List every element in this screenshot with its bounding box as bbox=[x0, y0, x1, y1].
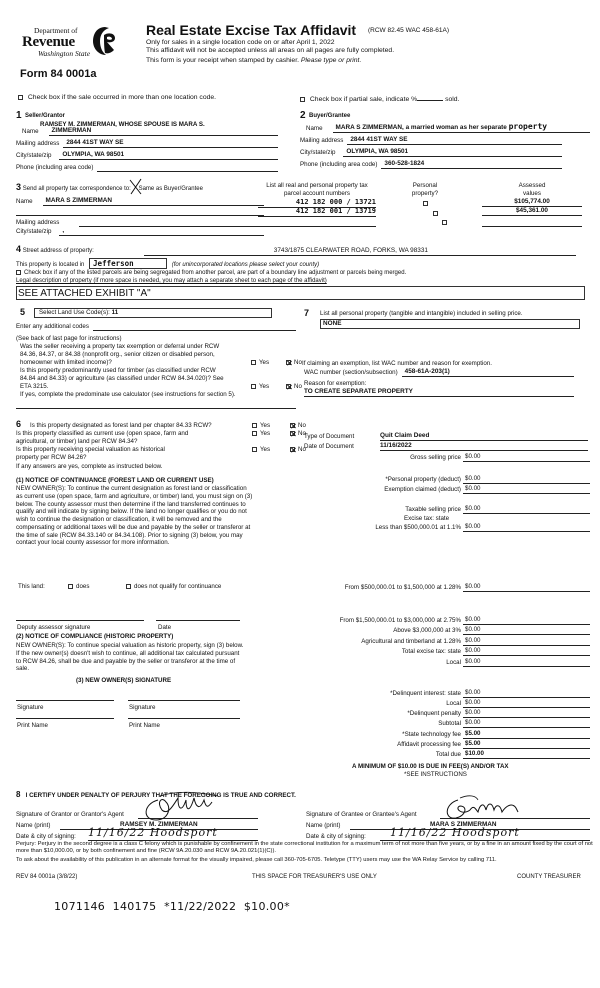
subtotal-label: Subtotal bbox=[438, 720, 461, 728]
section-4-number: 4 bbox=[16, 244, 22, 254]
q2-yes-checkbox[interactable] bbox=[251, 384, 256, 389]
gross-selling-field[interactable]: $0.00 bbox=[463, 453, 590, 462]
street-address-value: 3743/1875 CLEARWATER ROAD, FORKS, WA 98331 bbox=[273, 246, 428, 254]
perjury-text: Perjury: Perjury in the second degree is a class C felony which is punishable by confinement in the state correctional institution for a maximum term of not more than five years, or by a fine in an amount fixed by the court of not more than $10,000.00, or by both confinement and fine (RCW 9A.20.030 and RCW 9A.20.021(1)(C)). bbox=[16, 841, 593, 855]
does-not-label: does not qualify for continuance bbox=[134, 583, 222, 590]
tier4-row bbox=[300, 625, 590, 635]
seller-section bbox=[16, 110, 278, 180]
buyer-city-label: City/state/zip bbox=[300, 149, 336, 157]
parcel-number-field[interactable]: 412 182 001 / 13719 bbox=[258, 207, 376, 217]
doc-date-label: Date of Document bbox=[304, 443, 354, 450]
notice1-body: NEW OWNER(S): To continue the current designation as forest land or classification as current use (open space, farm and agriculture, or timber) land, you must sign on (3) below. The county assessor must then determine if the land transferred continues to qualify and will indicate by signing below. If the land no longer qualifies or you do not wish to continue the designation or classification, it will be removed and the compensating or additional taxes will be due and payable by the seller or transferor at the time of sale (RCW 84.33.140 or 84.34.108). Prior to signing (3) below, you may contact your local county assessor for more information. bbox=[16, 485, 253, 547]
tier4-field[interactable]: $0.00 bbox=[463, 626, 590, 635]
land-use-section bbox=[16, 307, 302, 417]
subtitle-1: Only for sales in a single location code on or after April 1, 2022 bbox=[146, 39, 335, 46]
multi-location-checkbox[interactable] bbox=[18, 95, 23, 100]
accessibility-notice: To ask about the availability of this publication in an alternate format for the visually impaired, please call 360-705-6705. Teletype (TTY) users may use the WA Relay Service by calling 711. bbox=[16, 857, 497, 863]
seller-city-label: City/state/zip bbox=[16, 152, 52, 160]
s6-q1-yes[interactable] bbox=[252, 422, 270, 430]
land-use-q1: Was the seller receiving a property tax exemption or deferral under RCW 84.36, 84.37, or 84.38 (nonprofit org., senior citizen or disabled person, homeowner with limited income)? bbox=[20, 343, 220, 366]
additional-codes-field[interactable] bbox=[93, 323, 296, 331]
reason-label: Reason for exemption: bbox=[304, 380, 367, 387]
gross-selling-label: Gross selling price bbox=[410, 454, 461, 462]
section-2-number: 2 bbox=[300, 110, 306, 121]
buyer-phone-field[interactable]: 360-528-1824 bbox=[381, 161, 562, 169]
section-5-divider bbox=[16, 408, 296, 409]
subtitle-3-italic: Please type or print. bbox=[300, 57, 362, 64]
yes-label: Yes bbox=[259, 383, 270, 390]
s6-note: If any answers are yes, complete as instructed below. bbox=[16, 463, 163, 470]
does-not-checkbox[interactable] bbox=[126, 584, 131, 589]
delinq-penalty-label: *Delinquent penalty bbox=[407, 710, 461, 718]
notice3-title: (3) NEW OWNER(S) SIGNATURE bbox=[76, 677, 172, 684]
total-state-field[interactable]: $0.00 bbox=[463, 647, 590, 656]
local-row bbox=[300, 657, 590, 667]
form-title-ref: (RCW 82.45 WAC 458-61A) bbox=[368, 27, 450, 34]
treasurer-space: THIS SPACE FOR TREASURER'S USE ONLY bbox=[252, 874, 377, 880]
new-owner-signature-1[interactable] bbox=[16, 700, 114, 701]
parcel-number-field[interactable] bbox=[258, 218, 376, 227]
s6-q3: Is this property receiving special valuation as historical property per RCW 84.26? bbox=[16, 446, 165, 461]
assessed-value-field[interactable]: $45,361.00 bbox=[482, 207, 582, 216]
q2-no[interactable] bbox=[286, 383, 302, 391]
personal-property-section bbox=[300, 308, 590, 338]
wac-number-field[interactable]: 458-61A-203(1) bbox=[402, 369, 574, 377]
section-3-number: 3 bbox=[16, 182, 22, 192]
personal-property-field[interactable]: NONE bbox=[320, 319, 580, 329]
dor-logo-icon bbox=[91, 26, 119, 56]
additional-codes-label: Enter any additional codes bbox=[16, 323, 89, 331]
s6-q2-yes-checkbox[interactable] bbox=[252, 431, 257, 436]
grantee-signature-icon bbox=[440, 794, 530, 824]
grantee-name-field[interactable]: MARA S ZIMMERMAN bbox=[350, 821, 590, 830]
located-note: (for unincorporated locations please select your county) bbox=[171, 262, 320, 268]
perjury-notice bbox=[16, 841, 594, 855]
does-not-qualify-check[interactable] bbox=[126, 583, 221, 591]
exemption-section bbox=[302, 360, 587, 400]
q2-yes[interactable] bbox=[251, 383, 269, 391]
buyer-name-value: MARA S ZIMMERMAN, a married woman as her separate bbox=[335, 124, 507, 131]
parcel-table bbox=[258, 182, 598, 242]
agri-row bbox=[300, 636, 590, 646]
no-label: No bbox=[294, 383, 302, 390]
subtitle-3 bbox=[146, 57, 361, 65]
partial-sale-label: Check box if partial sale, indicate % bbox=[309, 96, 418, 103]
total-due-row bbox=[300, 749, 590, 759]
section-8-number: 8 bbox=[16, 790, 21, 799]
buyer-heading: Buyer/Grantee bbox=[309, 113, 351, 119]
delinq-state-row bbox=[300, 688, 590, 698]
doc-date-field[interactable]: 11/16/2022 bbox=[380, 442, 588, 451]
reason-field[interactable]: TO CREATE SEPARATE PROPERTY bbox=[304, 388, 574, 397]
s6-q3-no-checkbox[interactable] bbox=[290, 447, 295, 452]
rev-number: REV 84 0001a (3/8/22) bbox=[16, 874, 78, 880]
agency-line1: Department of bbox=[34, 26, 78, 35]
corr-mailing-label: Mailing address bbox=[16, 219, 60, 227]
parcel-heading-1: List all real and personal property tax bbox=[266, 182, 368, 189]
same-as-buyer-check[interactable] bbox=[133, 185, 203, 194]
multi-location-label: Check box if the sale occurred in more than one location code. bbox=[27, 94, 217, 101]
yes-label: Yes bbox=[260, 430, 271, 437]
buyer-phone-label: Phone (including area code) bbox=[300, 161, 378, 169]
no-label: No bbox=[298, 430, 306, 437]
grantor-name-label: Name (print) bbox=[16, 822, 51, 829]
processing-fee-label: Affidavit processing fee bbox=[397, 741, 461, 749]
seller-phone-field[interactable] bbox=[97, 164, 278, 172]
taxable-label: Taxable selling price bbox=[405, 506, 461, 514]
q1-no-checkbox[interactable] bbox=[286, 360, 291, 365]
located-label: This property is located in bbox=[16, 262, 85, 268]
partial-sale-suffix: sold. bbox=[445, 96, 460, 103]
personal-deduct-label: *Personal property (deduct) bbox=[385, 476, 461, 484]
total-due-label: Total due bbox=[435, 751, 461, 759]
delinq-local-field[interactable]: $0.00 bbox=[463, 699, 590, 708]
total-due-field[interactable]: $10.00 bbox=[463, 750, 590, 759]
section-6 bbox=[16, 420, 306, 590]
subtotal-field[interactable]: $0.00 bbox=[463, 719, 590, 728]
partial-sale-percent-field[interactable] bbox=[417, 94, 443, 101]
see-back-note: (See back of last page for instructions) bbox=[16, 335, 122, 342]
delinq-state-label: *Delinquent interest: state bbox=[390, 690, 461, 698]
signature-label-2: Signature bbox=[129, 704, 156, 711]
does-checkbox[interactable] bbox=[68, 584, 73, 589]
agency-line3: Washington State bbox=[38, 49, 91, 58]
tier2-label: From $500,000.01 to $1,500,000 at 1.28% bbox=[344, 584, 461, 592]
section-6-number: 6 bbox=[16, 419, 22, 429]
deputy-sig-label: Deputy assessor signature bbox=[17, 624, 91, 631]
total-state-row bbox=[300, 646, 590, 656]
form-number: Form 84 0001a bbox=[20, 68, 97, 80]
grantor-name-field[interactable]: RAMSEY M. ZIMMERMAN bbox=[60, 821, 258, 830]
seller-heading: Seller/Grantor bbox=[25, 113, 66, 119]
grantee-name-label: Name (print) bbox=[306, 822, 341, 829]
buyer-name-field[interactable] bbox=[333, 122, 590, 133]
gross-selling-row bbox=[300, 452, 590, 462]
correspondence-heading: Send all property tax correspondence to: bbox=[22, 186, 131, 192]
no-label: No bbox=[298, 422, 306, 429]
notice2-title: (2) NOTICE OF COMPLIANCE (HISTORIC PROPERTY) bbox=[16, 633, 174, 640]
signature-label-1: Signature bbox=[17, 704, 44, 711]
yes-label: Yes bbox=[260, 446, 271, 453]
land-use-code: 11 bbox=[111, 309, 119, 316]
tech-fee-label: *State technology fee bbox=[402, 731, 461, 739]
s6-q2-no-checkbox[interactable] bbox=[290, 431, 295, 436]
s6-q1-yes-checkbox[interactable] bbox=[252, 423, 257, 428]
local-label: Local bbox=[446, 659, 461, 667]
s6-q1-no[interactable] bbox=[290, 422, 306, 430]
grantor-sig-label: Signature of Grantor or Grantor's Agent bbox=[16, 811, 124, 818]
corr-name-label: Name bbox=[16, 198, 33, 206]
deputy-signature-field[interactable] bbox=[16, 620, 144, 621]
seller-name-label: Name bbox=[22, 128, 39, 136]
segregated-checkbox[interactable] bbox=[16, 270, 21, 275]
land-use-code-select[interactable] bbox=[34, 308, 272, 318]
parcel-heading-2: parcel account numbers bbox=[283, 189, 351, 197]
processing-fee-field[interactable]: $5.00 bbox=[463, 740, 590, 749]
segregated-check[interactable] bbox=[16, 270, 406, 278]
section-7-number: 7 bbox=[304, 308, 310, 318]
grantee-sig-label: Signature of Grantee or Grantee's Agent bbox=[306, 811, 417, 818]
buyer-city-field[interactable]: OLYMPIA, WA 98501 bbox=[343, 149, 562, 157]
buyer-name-tail: property bbox=[508, 122, 548, 131]
see-instructions: *SEE INSTRUCTIONS bbox=[404, 771, 467, 778]
grantor-date-label: Date & city of signing: bbox=[16, 833, 76, 840]
subtotal-row bbox=[300, 718, 590, 728]
exemption-deduct-row bbox=[300, 484, 590, 494]
s6-q2-yes[interactable] bbox=[252, 430, 270, 438]
tier2-field[interactable]: $0.00 bbox=[463, 583, 590, 592]
deputy-date-label: Date bbox=[158, 624, 172, 631]
tier2-row bbox=[300, 582, 590, 592]
section-1-number: 1 bbox=[16, 110, 22, 121]
does-label: does bbox=[76, 583, 90, 590]
yes-label: Yes bbox=[259, 359, 270, 366]
tech-fee-field[interactable]: $5.00 bbox=[463, 730, 590, 739]
buyer-mailing-field[interactable]: 2844 41ST WAY SE bbox=[347, 137, 562, 145]
delinq-state-field[interactable]: $0.00 bbox=[463, 689, 590, 698]
new-owner-signature-2[interactable] bbox=[128, 700, 240, 701]
print-name-label-1: Print Name bbox=[17, 722, 48, 729]
partial-sale-checkbox[interactable] bbox=[300, 97, 305, 102]
tier3-row bbox=[300, 615, 590, 625]
legal-desc-label: Legal description of property (if more space is needed, you may attach a separate sheet to each page of the affidavit) bbox=[16, 278, 327, 284]
form-title: Real Estate Excise Tax Affidavit bbox=[146, 22, 357, 38]
buyer-mailing-label: Mailing address bbox=[300, 137, 344, 145]
s6-q3-yes[interactable] bbox=[252, 446, 270, 454]
corr-city-label: City/state/zip bbox=[16, 228, 52, 236]
notice1-title: (1) NOTICE OF CONTINUANCE (FOREST LAND OR CURRENT USE) bbox=[16, 477, 214, 484]
multi-location-check[interactable] bbox=[18, 94, 216, 102]
s6-q1-no-checkbox[interactable] bbox=[290, 423, 295, 428]
delinq-penalty-field[interactable]: $0.00 bbox=[463, 709, 590, 718]
county-select[interactable]: Jefferson bbox=[89, 258, 167, 269]
no-label: No bbox=[298, 446, 306, 453]
s6-q3-yes-checkbox[interactable] bbox=[252, 447, 257, 452]
q2-no-checkbox[interactable] bbox=[286, 384, 291, 389]
does-qualify-check[interactable] bbox=[68, 583, 89, 591]
seller-name-line1: RAMSEY M. ZIMMERMAN, WHOSE SPOUSE IS MARA S. bbox=[40, 121, 205, 128]
certify-statement: I CERTIFY UNDER PENALTY OF PERJURY THAT THE FOREGOING IS TRUE AND CORRECT. bbox=[25, 792, 296, 799]
exemption-label: If claiming an exemption, list WAC number and reason for exemption. bbox=[302, 360, 492, 367]
tier4-label: Above $3,000,000 at 3% bbox=[393, 627, 461, 635]
delinq-penalty-row bbox=[300, 708, 590, 718]
s6-q2: Is this property classified as current use (open space, farm and agricultural, or timber) land per RCW 84.34? bbox=[16, 430, 189, 445]
q1-yes[interactable] bbox=[251, 359, 269, 367]
tier3-field[interactable]: $0.00 bbox=[463, 616, 590, 625]
seller-name-field[interactable]: ZIMMERMAN bbox=[49, 128, 278, 136]
same-as-buyer-label: Same as Buyer/Grantee bbox=[138, 186, 203, 192]
delinq-local-row bbox=[300, 698, 590, 708]
deputy-date-field[interactable] bbox=[156, 620, 240, 621]
subtitle-2: This affidavit will not be accepted unless all areas on all pages are fully completed. bbox=[146, 47, 395, 54]
q1-no[interactable] bbox=[286, 359, 302, 367]
local-field[interactable]: $0.00 bbox=[463, 658, 590, 667]
personal-deduct-row bbox=[300, 474, 590, 484]
county-treasurer: COUNTY TREASURER bbox=[517, 874, 581, 880]
q1-yes-checkbox[interactable] bbox=[251, 360, 256, 365]
tier1-label: Less than $500,000.01 at 1.1% bbox=[375, 524, 461, 532]
street-label: Street address of property: bbox=[22, 248, 94, 254]
agri-label: Agricultural and timberland at 1.28% bbox=[361, 638, 461, 646]
tier1-field[interactable]: $0.00 bbox=[463, 523, 590, 532]
buyer-section bbox=[300, 110, 590, 180]
personal-property-checkbox[interactable] bbox=[433, 211, 438, 216]
corr-city-field[interactable]: , bbox=[59, 228, 264, 236]
tier1-row bbox=[300, 522, 590, 532]
segregated-label: Check box if any of the listed parcels are being segregated from another parcel, are part of a boundary line adjustment or parcels being merged. bbox=[24, 270, 407, 277]
print-name-label-2: Print Name bbox=[129, 722, 160, 729]
exemption-deduct-label: Exemption claimed (deduct) bbox=[384, 486, 461, 494]
assessed-heading-1: Assessed bbox=[518, 182, 546, 189]
notice2-body: NEW OWNER(S): To continue special valuation as historic property, sign (3) below. If the new owner(s) doesn't wish to continue, all additional tax calculated pursuant to RCW 84.26, shall be due and payable by the seller or transferor at the time of sale. bbox=[16, 642, 244, 673]
grantee-date-label: Date & city of signing: bbox=[306, 833, 366, 840]
partial-sale-check[interactable] bbox=[300, 94, 459, 104]
tech-fee-row bbox=[300, 729, 590, 739]
corr-name-field[interactable]: MARA S ZIMMERMAN bbox=[43, 198, 264, 206]
land-use-label: Select Land Use Code(s): bbox=[39, 309, 110, 316]
agency-line2: Revenue bbox=[22, 34, 75, 50]
exemption-deduct-field[interactable]: $0.00 bbox=[463, 485, 590, 494]
buyer-name-label: Name bbox=[306, 125, 323, 133]
personal-property-checkbox[interactable] bbox=[423, 201, 428, 206]
assessed-heading-2: values bbox=[523, 189, 541, 197]
personal-property-label: List all personal property (tangible and intangible) included in selling price. bbox=[320, 310, 523, 317]
assessed-value-field[interactable] bbox=[482, 218, 582, 227]
located-in-row bbox=[16, 258, 319, 270]
corr-extra-line[interactable] bbox=[16, 215, 264, 216]
processing-fee-row bbox=[300, 739, 590, 749]
excise-state-label: Excise tax: state bbox=[404, 515, 450, 522]
doc-type-label: Type of Document bbox=[304, 433, 355, 440]
seller-mailing-field[interactable]: 2844 41ST WAY SE bbox=[63, 140, 278, 148]
parcel-number-field[interactable]: 412 182 000 / 13721 bbox=[258, 198, 376, 208]
street-address-field[interactable] bbox=[144, 248, 576, 256]
yes-label: Yes bbox=[260, 422, 271, 429]
seller-phone-label: Phone (including area code) bbox=[16, 164, 94, 172]
new-owner-print-2[interactable] bbox=[128, 718, 240, 719]
section-5-number: 5 bbox=[20, 307, 26, 317]
no-label: No bbox=[294, 359, 302, 366]
s6-q1: Is this property designated as forest land per chapter 84.33 RCW? bbox=[30, 422, 212, 429]
personal-heading-2: property? bbox=[411, 189, 439, 197]
dor-logo bbox=[20, 26, 120, 66]
assessed-value-field[interactable]: $105,774.00 bbox=[482, 198, 582, 207]
subtitle-3-text: This form is your receipt when stamped by cashier. bbox=[146, 57, 299, 64]
grantor-date-field[interactable]: 11/16/22 Hoodsport bbox=[88, 826, 258, 841]
personal-property-checkbox[interactable] bbox=[442, 220, 447, 225]
correspondence-section bbox=[16, 182, 264, 238]
wac-label: WAC number (section/subsection) bbox=[304, 369, 398, 377]
grantee-date-field[interactable]: 11/16/22 Hoodsport bbox=[380, 826, 590, 841]
taxable-field[interactable]: $0.00 bbox=[463, 505, 590, 514]
legal-description-field[interactable]: SEE ATTACHED EXHIBIT "A" bbox=[16, 286, 585, 300]
x-mark-icon bbox=[129, 179, 143, 195]
land-use-q2: Is this property predominantly used for timber (as classified under RCW 84.84 and 84.33) or agriculture (as classified under RCW 84.34.020)? See ETA 3215. bbox=[20, 367, 224, 390]
corr-mailing-field[interactable] bbox=[79, 219, 264, 227]
doc-type-field[interactable]: Quit Claim Deed bbox=[380, 432, 588, 441]
personal-heading-1: Personal bbox=[412, 182, 438, 189]
this-land-label: This land: bbox=[18, 583, 45, 590]
new-owner-print-1[interactable] bbox=[16, 718, 114, 719]
total-state-label: Total excise tax: state bbox=[401, 648, 461, 656]
land-use-q2-note: If yes, complete the predominate use calculator (see instructions for section 5). bbox=[20, 391, 236, 398]
cashier-stamp: 1071146 140175 *11/22/2022 $10.00* bbox=[54, 900, 290, 913]
delinq-local-label: Local bbox=[446, 700, 461, 708]
agri-field[interactable]: $0.00 bbox=[463, 637, 590, 646]
personal-deduct-field[interactable]: $0.00 bbox=[463, 475, 590, 484]
street-label-wrap bbox=[16, 244, 94, 256]
minimum-note: A MINIMUM OF $10.00 IS DUE IN FEE(S) AND/OR TAX bbox=[352, 763, 509, 770]
seller-mailing-label: Mailing address bbox=[16, 140, 60, 148]
taxable-row bbox=[300, 504, 590, 514]
tier3-label: From $1,500,000.01 to $3,000,000 at 2.75% bbox=[339, 617, 461, 625]
seller-city-field[interactable]: OLYMPIA, WA 98501 bbox=[59, 152, 278, 160]
